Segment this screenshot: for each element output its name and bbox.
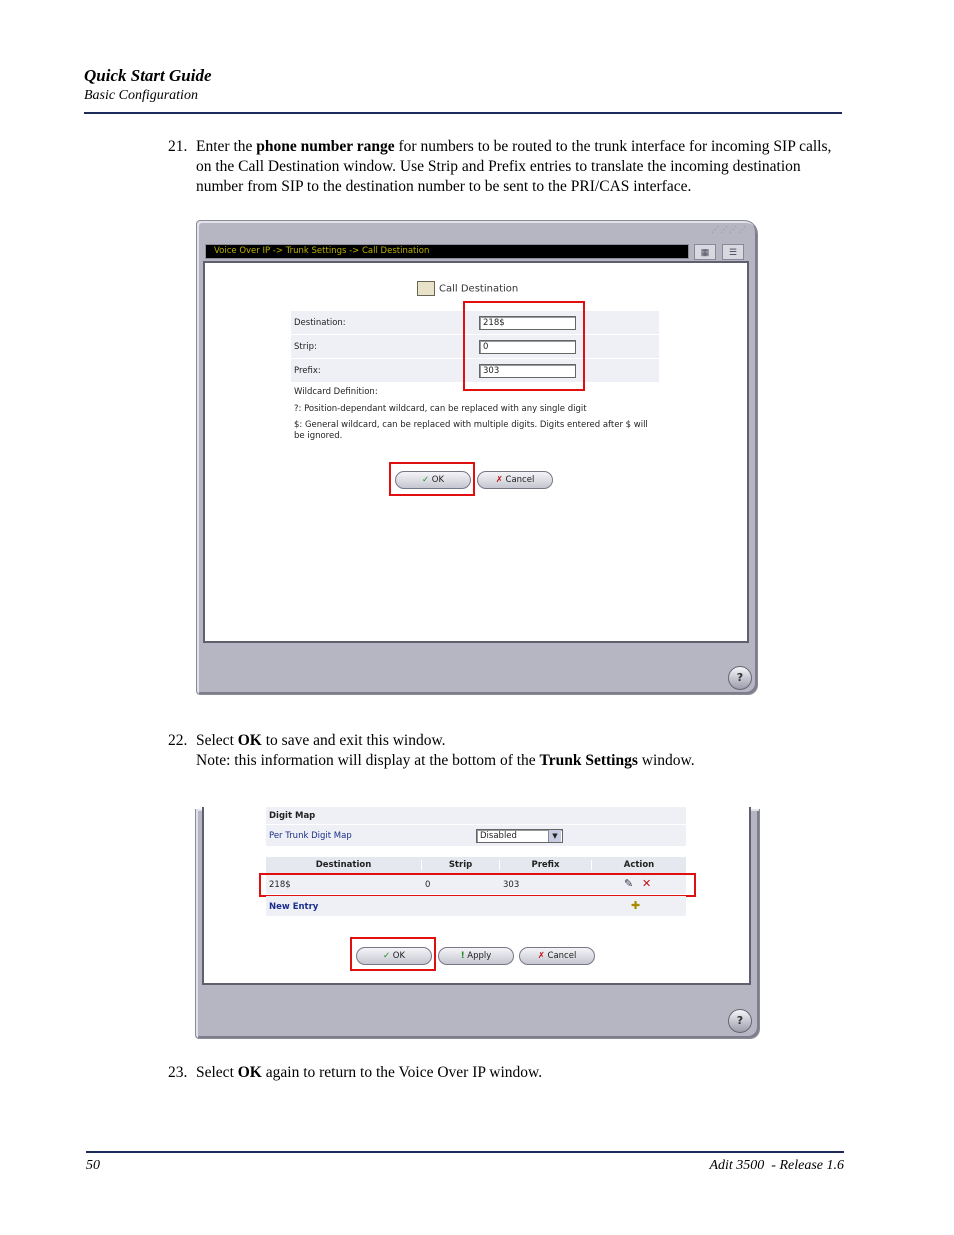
step-number: 21.: [168, 138, 188, 155]
apply-button[interactable]: [438, 947, 514, 965]
note-text: Note: this information will display at the bottom of the: [196, 752, 540, 769]
per-trunk-row: [266, 825, 686, 847]
strip-input[interactable]: 0: [479, 340, 576, 354]
destination-input[interactable]: 218$: [479, 316, 576, 330]
cancel-button[interactable]: [519, 947, 595, 965]
help-icon[interactable]: ?: [728, 1009, 752, 1033]
new-entry-row: [266, 896, 686, 917]
breadcrumb: Voice Over IP -> Trunk Settings -> Call Destination: [205, 244, 689, 259]
wildcard-question: ?: Position-dependant wildcard, can be replaced with any single digit: [294, 404, 587, 414]
trunk-settings-window: [195, 809, 760, 1039]
step-21: [168, 137, 848, 197]
content-pane: [203, 261, 749, 643]
table-header: [266, 857, 686, 873]
per-trunk-label: Per Trunk Digit Map: [269, 831, 352, 841]
help-icon[interactable]: ?: [728, 666, 752, 690]
fields-highlight: [463, 301, 585, 391]
step-number: 23.: [168, 1064, 188, 1081]
col-prefix: Prefix: [500, 860, 592, 870]
per-trunk-value: Disabled: [480, 831, 517, 841]
header-rule: [84, 112, 842, 114]
step-text: Select: [196, 1064, 238, 1081]
wildcard-title: Wildcard Definition:: [294, 387, 378, 397]
checkmark-icon: ✓: [382, 951, 391, 961]
checkmark-icon: ✓: [421, 475, 430, 485]
chevron-down-icon: ▼: [548, 830, 561, 842]
step-bold-text: OK: [237, 1064, 262, 1081]
list-view-icon[interactable]: ☰: [722, 244, 744, 260]
step-text: Select: [196, 732, 238, 749]
strip-label: Strip:: [294, 342, 317, 352]
digit-map-header: [266, 807, 686, 825]
row-highlight: [259, 873, 696, 897]
footer-rule: [86, 1151, 844, 1153]
step-text: Enter the: [196, 138, 257, 155]
note-text: window.: [637, 752, 695, 769]
cancel-label: Cancel: [547, 951, 577, 961]
edit-icon[interactable]: ✎: [624, 877, 634, 890]
ok-button[interactable]: [395, 471, 471, 489]
step-23: [168, 1063, 848, 1083]
row-destination: 218$: [269, 880, 291, 890]
cancel-button[interactable]: [477, 471, 553, 489]
calendar-icon: [417, 281, 435, 296]
ok-label: OK: [431, 475, 445, 485]
x-icon: ✗: [537, 951, 545, 961]
delete-icon[interactable]: ✕: [642, 877, 652, 890]
row-prefix: 303: [503, 880, 520, 890]
window-title: Call Destination: [439, 283, 519, 295]
prefix-input[interactable]: 303: [479, 364, 576, 378]
window-grip: ⋰⋰⋰⋰: [711, 225, 747, 234]
destination-label: Destination:: [294, 318, 346, 328]
digit-map-title: Digit Map: [269, 811, 316, 821]
ok-button[interactable]: [356, 947, 432, 965]
page-number: 50: [86, 1158, 100, 1173]
cancel-label: Cancel: [505, 475, 535, 485]
document-title: Quick Start Guide: [84, 66, 212, 85]
wildcard-dollar: $: General wildcard, can be replaced with multiple digits. Digits entered after $ will be ignored.: [294, 420, 648, 441]
row-strip: 0: [425, 880, 431, 890]
network-map-icon[interactable]: ▦: [694, 244, 716, 260]
step-22: [168, 731, 848, 771]
step-text: for numbers to be routed to the trunk interface for incoming SIP calls, on the Call Destination window. Use Strip and Prefix entries to translate the incoming destination number from SIP to the destination number to be sent to the PRI/CAS interface.: [196, 138, 832, 195]
step-bold-text: OK: [237, 732, 262, 749]
new-entry-link[interactable]: New Entry: [269, 902, 319, 912]
step-text: to save and exit this window.: [261, 732, 446, 749]
step-text: again to return to the Voice Over IP window.: [261, 1064, 543, 1081]
col-action: Action: [623, 860, 655, 870]
ok-label: OK: [392, 951, 406, 961]
add-entry-icon[interactable]: ✚: [631, 899, 641, 912]
document-subtitle: Basic Configuration: [84, 88, 198, 103]
col-destination: Destination: [266, 860, 422, 870]
step-bold-text: phone number range: [256, 138, 395, 155]
per-trunk-select[interactable]: [476, 829, 563, 843]
content-pane: [202, 807, 751, 985]
apply-label: Apply: [467, 951, 492, 961]
exclamation-icon: !: [460, 951, 465, 961]
x-icon: ✗: [495, 475, 503, 485]
step-number: 22.: [168, 732, 188, 749]
col-strip: Strip: [422, 860, 500, 870]
note-bold-text: Trunk Settings: [539, 752, 638, 769]
call-destination-window: [196, 220, 758, 695]
prefix-label: Prefix:: [294, 366, 321, 376]
product-release: Adit 3500 - Release 1.6: [709, 1158, 844, 1173]
